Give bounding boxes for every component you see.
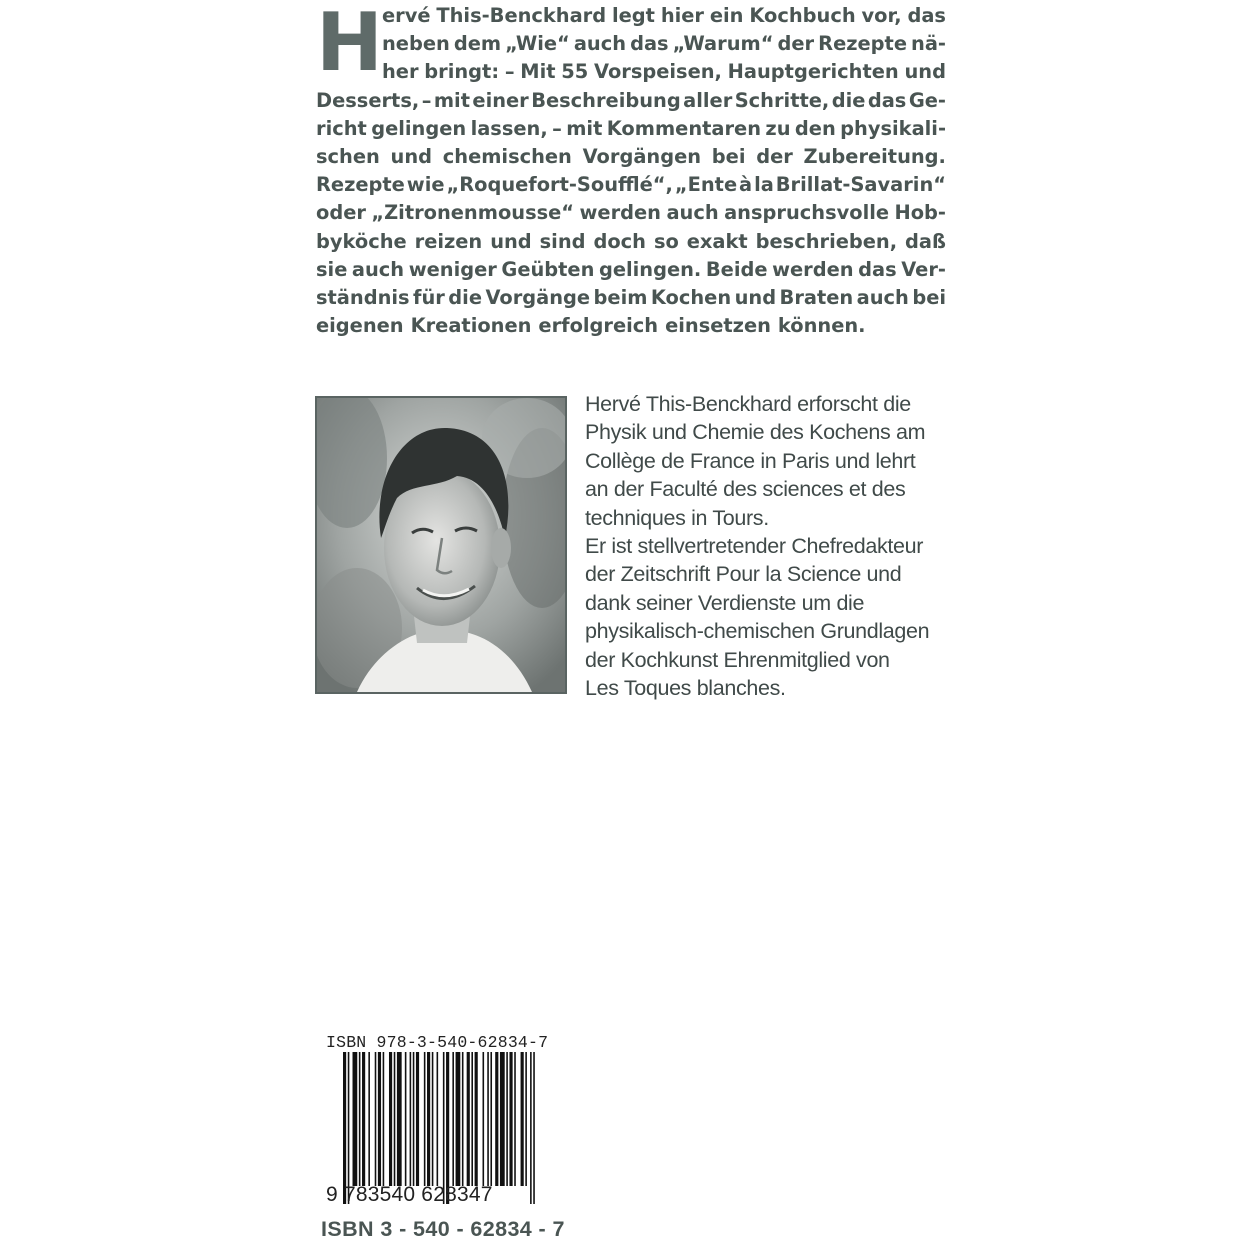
barcode-bar — [467, 1052, 470, 1186]
blurb-line: Desserts, – mit einer Beschreibung aller Schritte, die das Ge- — [316, 88, 946, 112]
bio-line: Collège de France in Paris und lehrt — [585, 448, 916, 473]
blurb-text — [316, 2, 946, 340]
barcode-bar — [394, 1052, 396, 1186]
barcode-bar — [514, 1052, 516, 1186]
barcode-bar — [471, 1052, 473, 1186]
barcode-bar — [413, 1052, 415, 1186]
blurb-line: byköche reizen und sind doch so exakt beschrieben, daß — [316, 229, 946, 253]
blurb-line: Rezepte wie „Roquefort-Soufflé“, „Ente à la Brillat-Savarin“ — [316, 173, 946, 197]
barcode-prefix-digit: 9 — [326, 1183, 338, 1206]
bio-line: physikalisch-chemischen Grundlagen — [585, 619, 930, 644]
barcode-bar — [462, 1052, 464, 1186]
bio-line: der Kochkunst Ehrenmitglied von — [585, 647, 890, 672]
barcode-bar — [359, 1052, 361, 1186]
barcode-bar — [378, 1052, 381, 1186]
bio-line: Les Toques blanches. — [585, 675, 786, 700]
blurb-line: ervé This-Benckhard legt hier ein Kochbuch vor, das — [382, 4, 946, 27]
drop-cap: H — [316, 0, 383, 89]
barcode-bar — [424, 1052, 426, 1186]
blurb-line: eigenen Kreationen erfolgreich einsetzen können. — [316, 314, 866, 338]
barcode-bar — [410, 1052, 412, 1186]
barcode-bar — [500, 1052, 505, 1186]
barcode-bar — [483, 1052, 485, 1186]
barcode-bar — [490, 1052, 492, 1186]
bio-line: an der Faculté des sciences et des — [585, 477, 906, 502]
barcode-bar — [452, 1052, 454, 1186]
barcode-bar — [437, 1052, 439, 1186]
barcode-bar — [405, 1052, 407, 1186]
isbn-13-label: ISBN 978-3-540-62834-7 — [326, 1033, 549, 1052]
bio-line: der Zeitschrift Pour la Science und — [585, 562, 902, 587]
barcode-bar — [427, 1052, 430, 1186]
bio-line: Hervé This-Benckhard erforscht die — [585, 392, 911, 416]
barcode-bar — [416, 1052, 419, 1186]
barcode-bar — [456, 1052, 461, 1186]
bio-line: Physik und Chemie des Kochens am — [585, 420, 926, 445]
barcode-bar — [389, 1052, 392, 1186]
blurb-line: richt gelingen lassen, – mit Kommentaren zu den physikali- — [316, 116, 946, 140]
barcode-bar — [530, 1052, 532, 1204]
blurb-line: schen und chemischen Vorgängen bei der Zubereitung. — [316, 144, 946, 168]
barcode-bar — [495, 1052, 498, 1186]
isbn-10-label: ISBN 3 - 540 - 62834 - 7 — [321, 1217, 565, 1241]
bio-line: dank seiner Verdienste um die — [585, 590, 865, 615]
barcode-bar — [397, 1052, 402, 1186]
barcode-bar — [506, 1052, 508, 1186]
barcode-bar — [525, 1052, 527, 1186]
blurb-line: oder „Zitronenmousse“ werden auch anspruchsvolle Hob- — [316, 201, 946, 225]
author-portrait — [315, 396, 567, 694]
bio-line: Er ist stellvertretender Chefredakteur — [585, 533, 924, 558]
barcode-bar — [362, 1052, 365, 1186]
blurb-line: neben dem „Wie“ auch das „Warum“ der Rezepte nä- — [382, 32, 946, 56]
barcode-bar — [383, 1052, 385, 1186]
barcode-bar — [521, 1052, 524, 1186]
blurb-line: ständnis für die Vorgänge beim Kochen und Braten auch bei — [316, 285, 946, 309]
barcode-bar — [475, 1052, 478, 1186]
barcode-bar — [368, 1052, 370, 1186]
blurb-line: her bringt: – Mit 55 Vorspeisen, Hauptgerichten und — [382, 60, 946, 84]
barcode-bar — [343, 1052, 346, 1204]
barcode-digits: 783540 628347 — [344, 1183, 493, 1206]
barcode-bar — [487, 1052, 489, 1186]
bio-line: techniques in Tours. — [585, 505, 769, 530]
barcode-bar — [348, 1052, 350, 1204]
barcode — [343, 1052, 538, 1204]
barcode-bar — [509, 1052, 512, 1186]
blurb-line: sie auch weniger Geübten gelingen. Beide werden das Ver- — [316, 257, 946, 281]
barcode-bar — [353, 1052, 358, 1186]
barcode-bar — [443, 1052, 445, 1204]
author-bio — [585, 390, 965, 702]
barcode-bar — [375, 1052, 377, 1186]
barcode-bar — [446, 1052, 449, 1204]
barcode-bar — [533, 1052, 535, 1204]
barcode-bar — [432, 1052, 434, 1186]
